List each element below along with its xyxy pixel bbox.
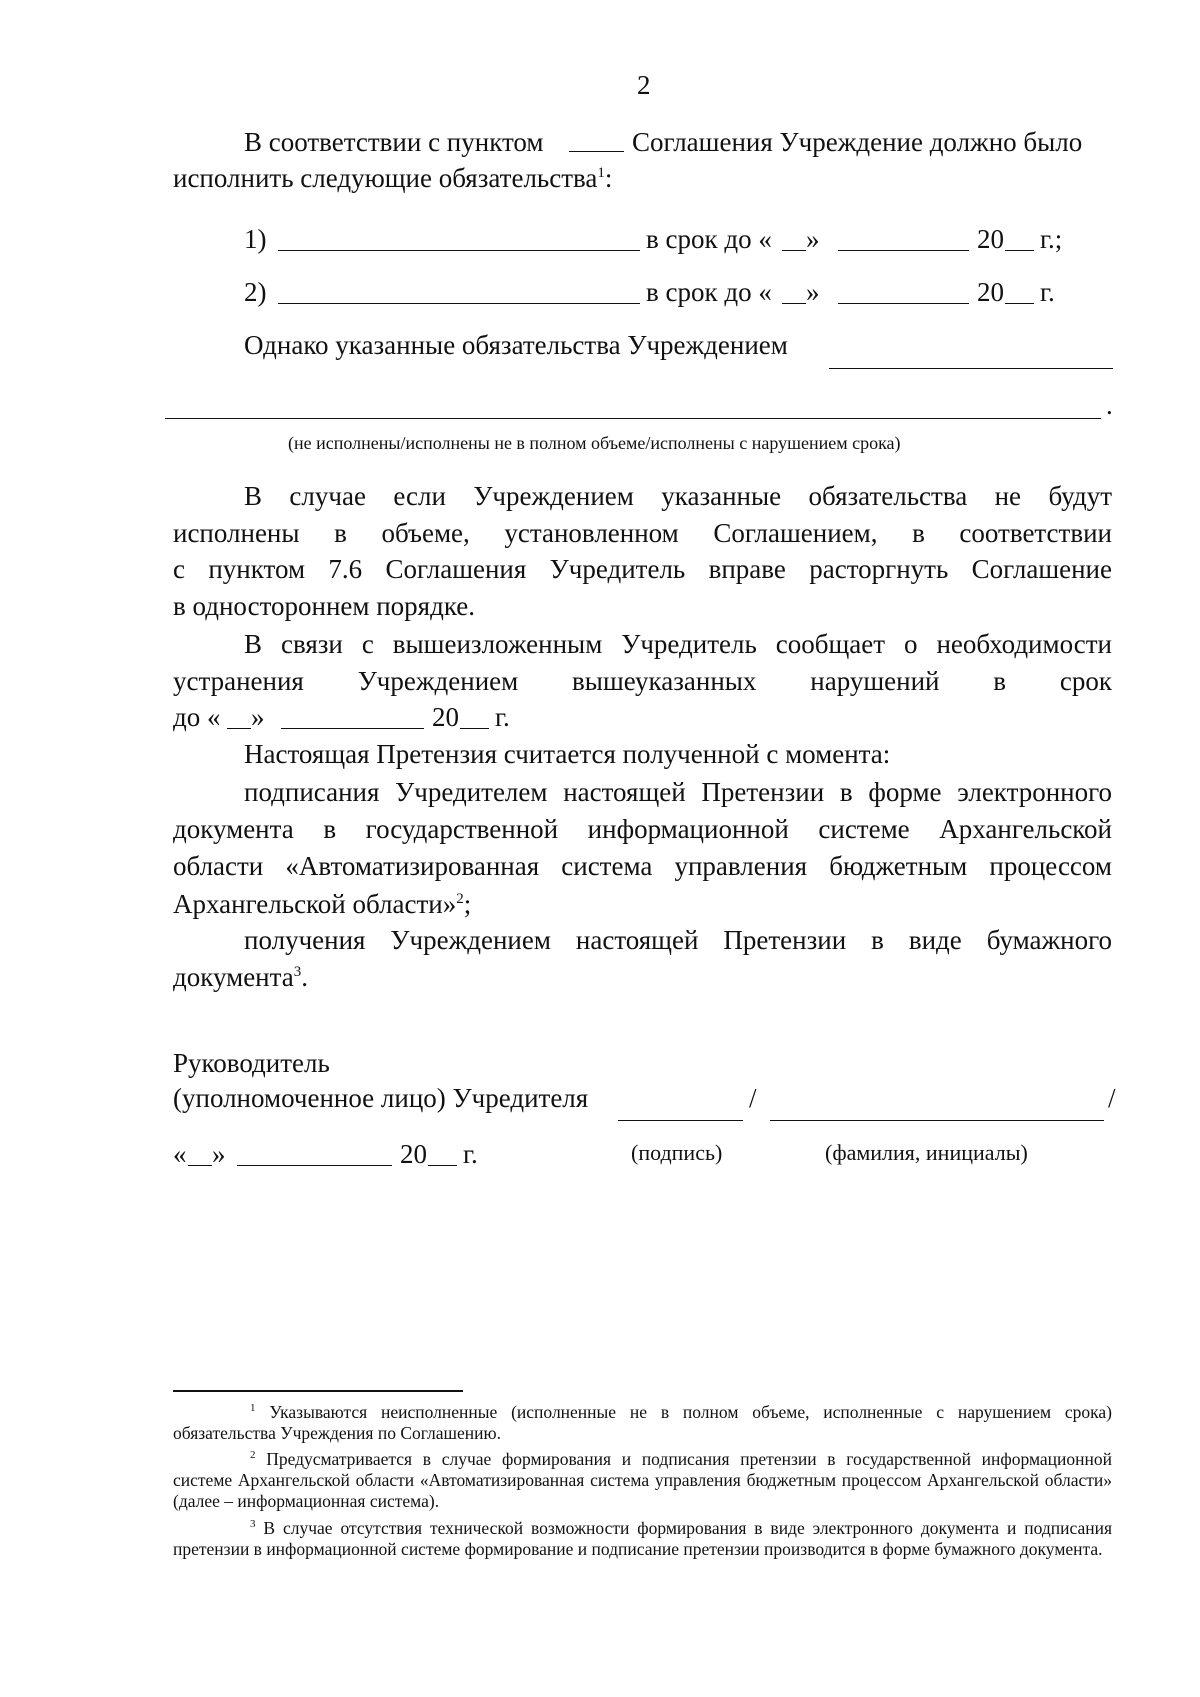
clause-number-blank[interactable] <box>569 151 624 152</box>
notice-month-blank[interactable] <box>281 728 424 729</box>
para-sign-tail: ; <box>463 888 472 919</box>
sign-day-blank[interactable] <box>188 1165 212 1166</box>
para-case-line: исполнены в объеме, установленном Соглашением, в соответствии <box>173 517 1112 548</box>
item-2-term-text: в срок до « <box>646 277 772 307</box>
para1-line2-text: исполнить следующие обязательства <box>173 163 598 193</box>
item-1-obligation-blank[interactable] <box>278 250 640 251</box>
footnote-3-number: 3 <box>250 1518 256 1531</box>
para-case-line: В случае если Учреждением указанные обязательства не будут <box>244 481 1112 511</box>
para-sign-last-line <box>173 886 1112 923</box>
however-status-blank-2[interactable] <box>165 418 1101 419</box>
para-paper-line: получения Учреждением настоящей Претензии в виде бумажного <box>244 925 1112 955</box>
sign-year-end: г. <box>463 1139 478 1169</box>
sign-year: 20 <box>400 1139 427 1169</box>
item-1-term-text: в срок до « <box>646 224 772 254</box>
sign-date-open: « <box>173 1139 187 1169</box>
item-2-day-blank[interactable] <box>782 303 806 304</box>
however-dot: . <box>1106 390 1113 420</box>
item-1-number: 1) <box>244 224 267 254</box>
item-2-close-quote: » <box>806 277 820 307</box>
name-hint: (фамилия, инициалы) <box>825 1140 1028 1165</box>
footnote-2 <box>173 1449 1112 1512</box>
footnote-ref-2: 2 <box>456 890 464 907</box>
however-text: Однако указанные обязательства Учреждением <box>244 330 788 360</box>
para-notice-line: устранения Учреждением вышеуказанных нарушений в срок <box>173 665 1112 696</box>
item-2-year-blank[interactable] <box>1005 303 1034 304</box>
para-notice-line: В связи с вышеизложенным Учредитель сообщает о необходимости <box>244 629 1112 659</box>
item-2-end: г. <box>1040 277 1055 307</box>
footnote-3 <box>173 1518 1112 1560</box>
item-1-year: 20 <box>977 224 1004 254</box>
para-paper-last-line <box>173 959 1112 996</box>
footnote-separator <box>173 1390 463 1392</box>
name-blank[interactable] <box>770 1120 1104 1121</box>
notice-end: г. <box>495 702 510 732</box>
para1-line2 <box>173 165 612 192</box>
notice-deadline-prefix: до « <box>173 702 221 732</box>
para-sign-line: подписания Учредителем настоящей Претензии в форме электронного <box>244 777 1112 807</box>
signature-head-line1: Руководитель <box>173 1048 330 1078</box>
item-2-obligation-blank[interactable] <box>278 303 640 304</box>
considered-received: Настоящая Претензия считается полученной с момента: <box>244 739 891 769</box>
footnote-3-text: В случае отсутствия технической возможности формирования в виде электронного документа и подписания претензии в информационной системе формирование и подписание претензии производится в форме бумажного документа. <box>173 1518 1113 1559</box>
however-hint: (не исполнены/исполнены не в полном объеме/исполнены с нарушением срока) <box>288 433 901 453</box>
footnote-1-number: 1 <box>250 1402 256 1415</box>
footnote-1-text: Указываются неисполненные (исполненные не в полном объеме, исполненные с нарушением срока) обязательства Учреждения по Соглашению. <box>173 1402 1112 1443</box>
item-1-day-blank[interactable] <box>782 250 806 251</box>
sign-hint: (подпись) <box>631 1140 723 1165</box>
footnote-ref-1: 1 <box>597 165 605 181</box>
item-1-year-blank[interactable] <box>1005 250 1034 251</box>
signature-slash-2: / <box>1108 1083 1116 1113</box>
sign-date-close: » <box>212 1139 226 1169</box>
sign-month-blank[interactable] <box>237 1165 392 1166</box>
para-paper-line: документа <box>173 961 294 992</box>
item-1-close-quote: » <box>806 224 820 254</box>
para-sign-line: документа в государственной информационной системе Архангельской <box>173 814 1112 845</box>
item-2-month-blank[interactable] <box>838 303 969 304</box>
para-notice <box>173 626 1112 699</box>
signature-slash-1: / <box>749 1083 757 1113</box>
signature-blank[interactable] <box>618 1120 743 1121</box>
para-case-line: с пунктом 7.6 Соглашения Учредитель вправе расторгнуть Соглашение <box>173 554 1112 584</box>
item-1-end: г.; <box>1040 224 1063 254</box>
item-1-month-blank[interactable] <box>838 250 969 251</box>
footnote-2-number: 2 <box>250 1449 256 1462</box>
para1-line2-tail: : <box>604 163 613 193</box>
notice-day-blank[interactable] <box>227 728 251 729</box>
notice-deadline-close: » <box>251 702 265 732</box>
item-2-number: 2) <box>244 277 267 307</box>
para-paper <box>173 922 1112 995</box>
para-sign <box>173 774 1112 923</box>
para1-line1-lead: В соответствии с пунктом <box>244 127 544 157</box>
notice-year-blank[interactable] <box>460 728 489 729</box>
footnote-2-text: Предусматривается в случае формирования и подписания претензии в государственной информационной системе Архангельской области «Автоматизированная система управления бюджетным процессом Архангельской области» (далее – информационная система). <box>173 1449 1113 1511</box>
item-2-year: 20 <box>977 277 1004 307</box>
para-sign-line: области «Автоматизированная система управления бюджетным процессом <box>173 851 1112 882</box>
para-case-line: в одностороннем порядке. <box>173 590 476 621</box>
page-number: 2 <box>637 70 651 100</box>
signature-head-line2: (уполномоченное лицо) Учредителя <box>173 1083 589 1113</box>
sign-year-blank[interactable] <box>428 1165 457 1166</box>
para-paper-tail: . <box>301 961 308 992</box>
para1-line1-rest: Соглашения Учреждение должно было <box>632 127 1083 157</box>
para-sign-line: Архангельской области» <box>173 888 457 919</box>
footnote-ref-3: 3 <box>293 963 302 980</box>
however-status-blank-1[interactable] <box>829 368 1113 369</box>
para-case <box>173 478 1112 624</box>
notice-year: 20 <box>432 702 459 732</box>
footnote-1 <box>173 1402 1112 1444</box>
